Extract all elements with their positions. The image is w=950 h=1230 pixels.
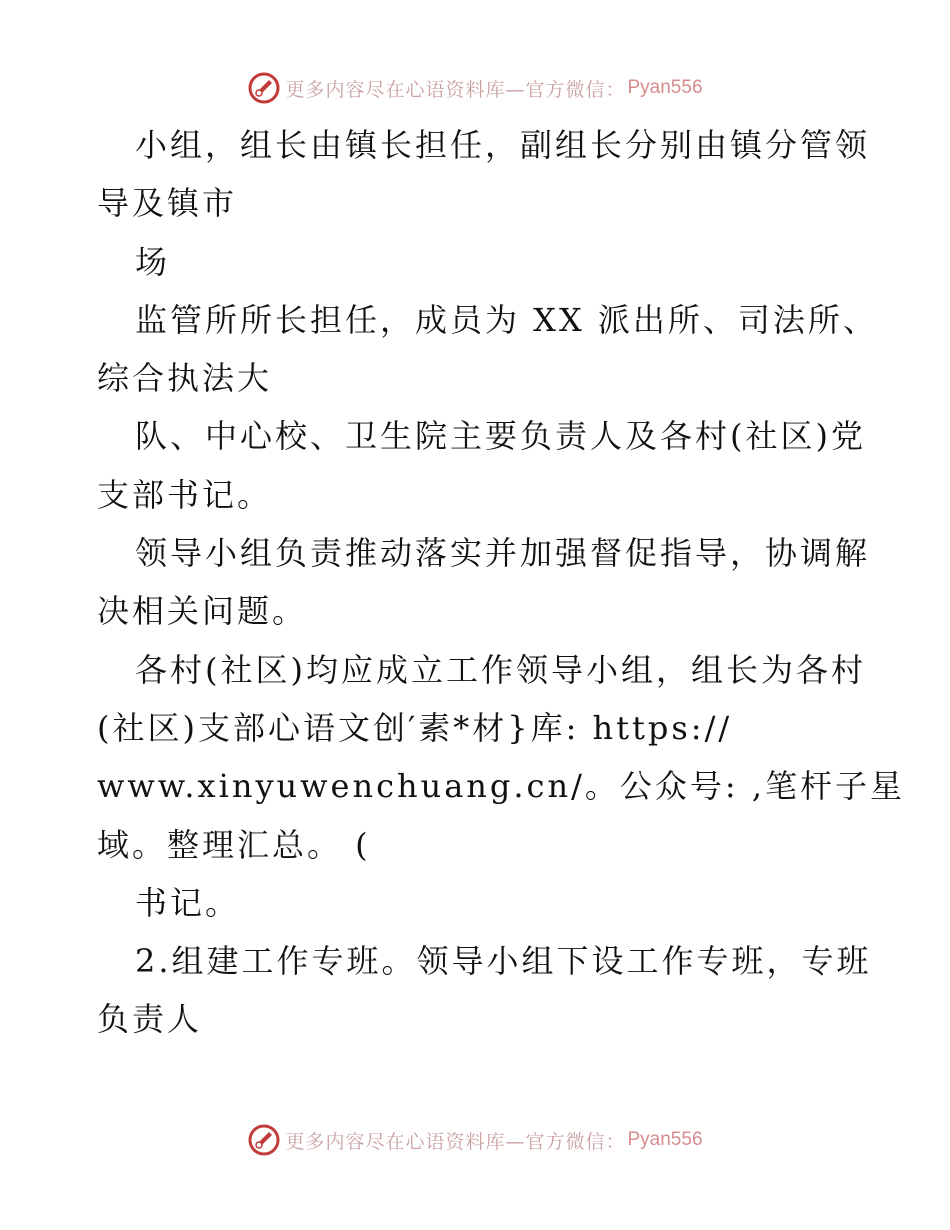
- text-line: 小组，组长由镇长担任，副组长分别由镇分管领: [135, 126, 871, 164]
- text-line: 导及镇市: [97, 184, 238, 223]
- seal-logo-icon: [247, 1123, 281, 1157]
- watermark-text: 更多内容尽在心语资料库—官方微信：: [285, 1130, 626, 1153]
- text-line: 决相关问题。: [97, 592, 308, 631]
- text-line: 2.组建工作专班。领导小组下设工作专班，专班: [135, 942, 872, 981]
- text-line: 支部书记。: [97, 475, 273, 514]
- watermark-wechat-id: Pyan556: [627, 1129, 703, 1150]
- text-line: (社区)支部心语文创′素*材}库: https://: [97, 708, 733, 747]
- document-body: [97, 116, 905, 1049]
- text-line: 书记。: [135, 883, 241, 922]
- text-line: 域。整理汇总。 (: [97, 825, 371, 864]
- watermark-wechat-id: Pyan556: [627, 77, 703, 98]
- watermark-text: 更多内容尽在心语资料库—官方微信：: [285, 78, 626, 101]
- text-line: 领导小组负责推动落实并加强督促指导，协调解: [135, 534, 871, 573]
- text-line: 场: [135, 242, 171, 281]
- text-line: 监管所所长担任，成员为 XX 派出所、司法所、: [135, 300, 878, 339]
- seal-logo-icon: [247, 71, 281, 105]
- footer-watermark: [0, 1120, 950, 1160]
- text-line: 综合执法大: [97, 359, 273, 398]
- text-line: www.xinyuwenchuang.cn/。公众号: ,笔杆子星: [97, 767, 905, 806]
- header-watermark: [0, 68, 950, 108]
- text-line: 负责人: [97, 1000, 203, 1039]
- text-line: 队、中心校、卫生院主要负责人及各村(社区)党: [135, 417, 866, 456]
- text-line: 各村(社区)均应成立工作领导小组，组长为各村: [135, 650, 866, 689]
